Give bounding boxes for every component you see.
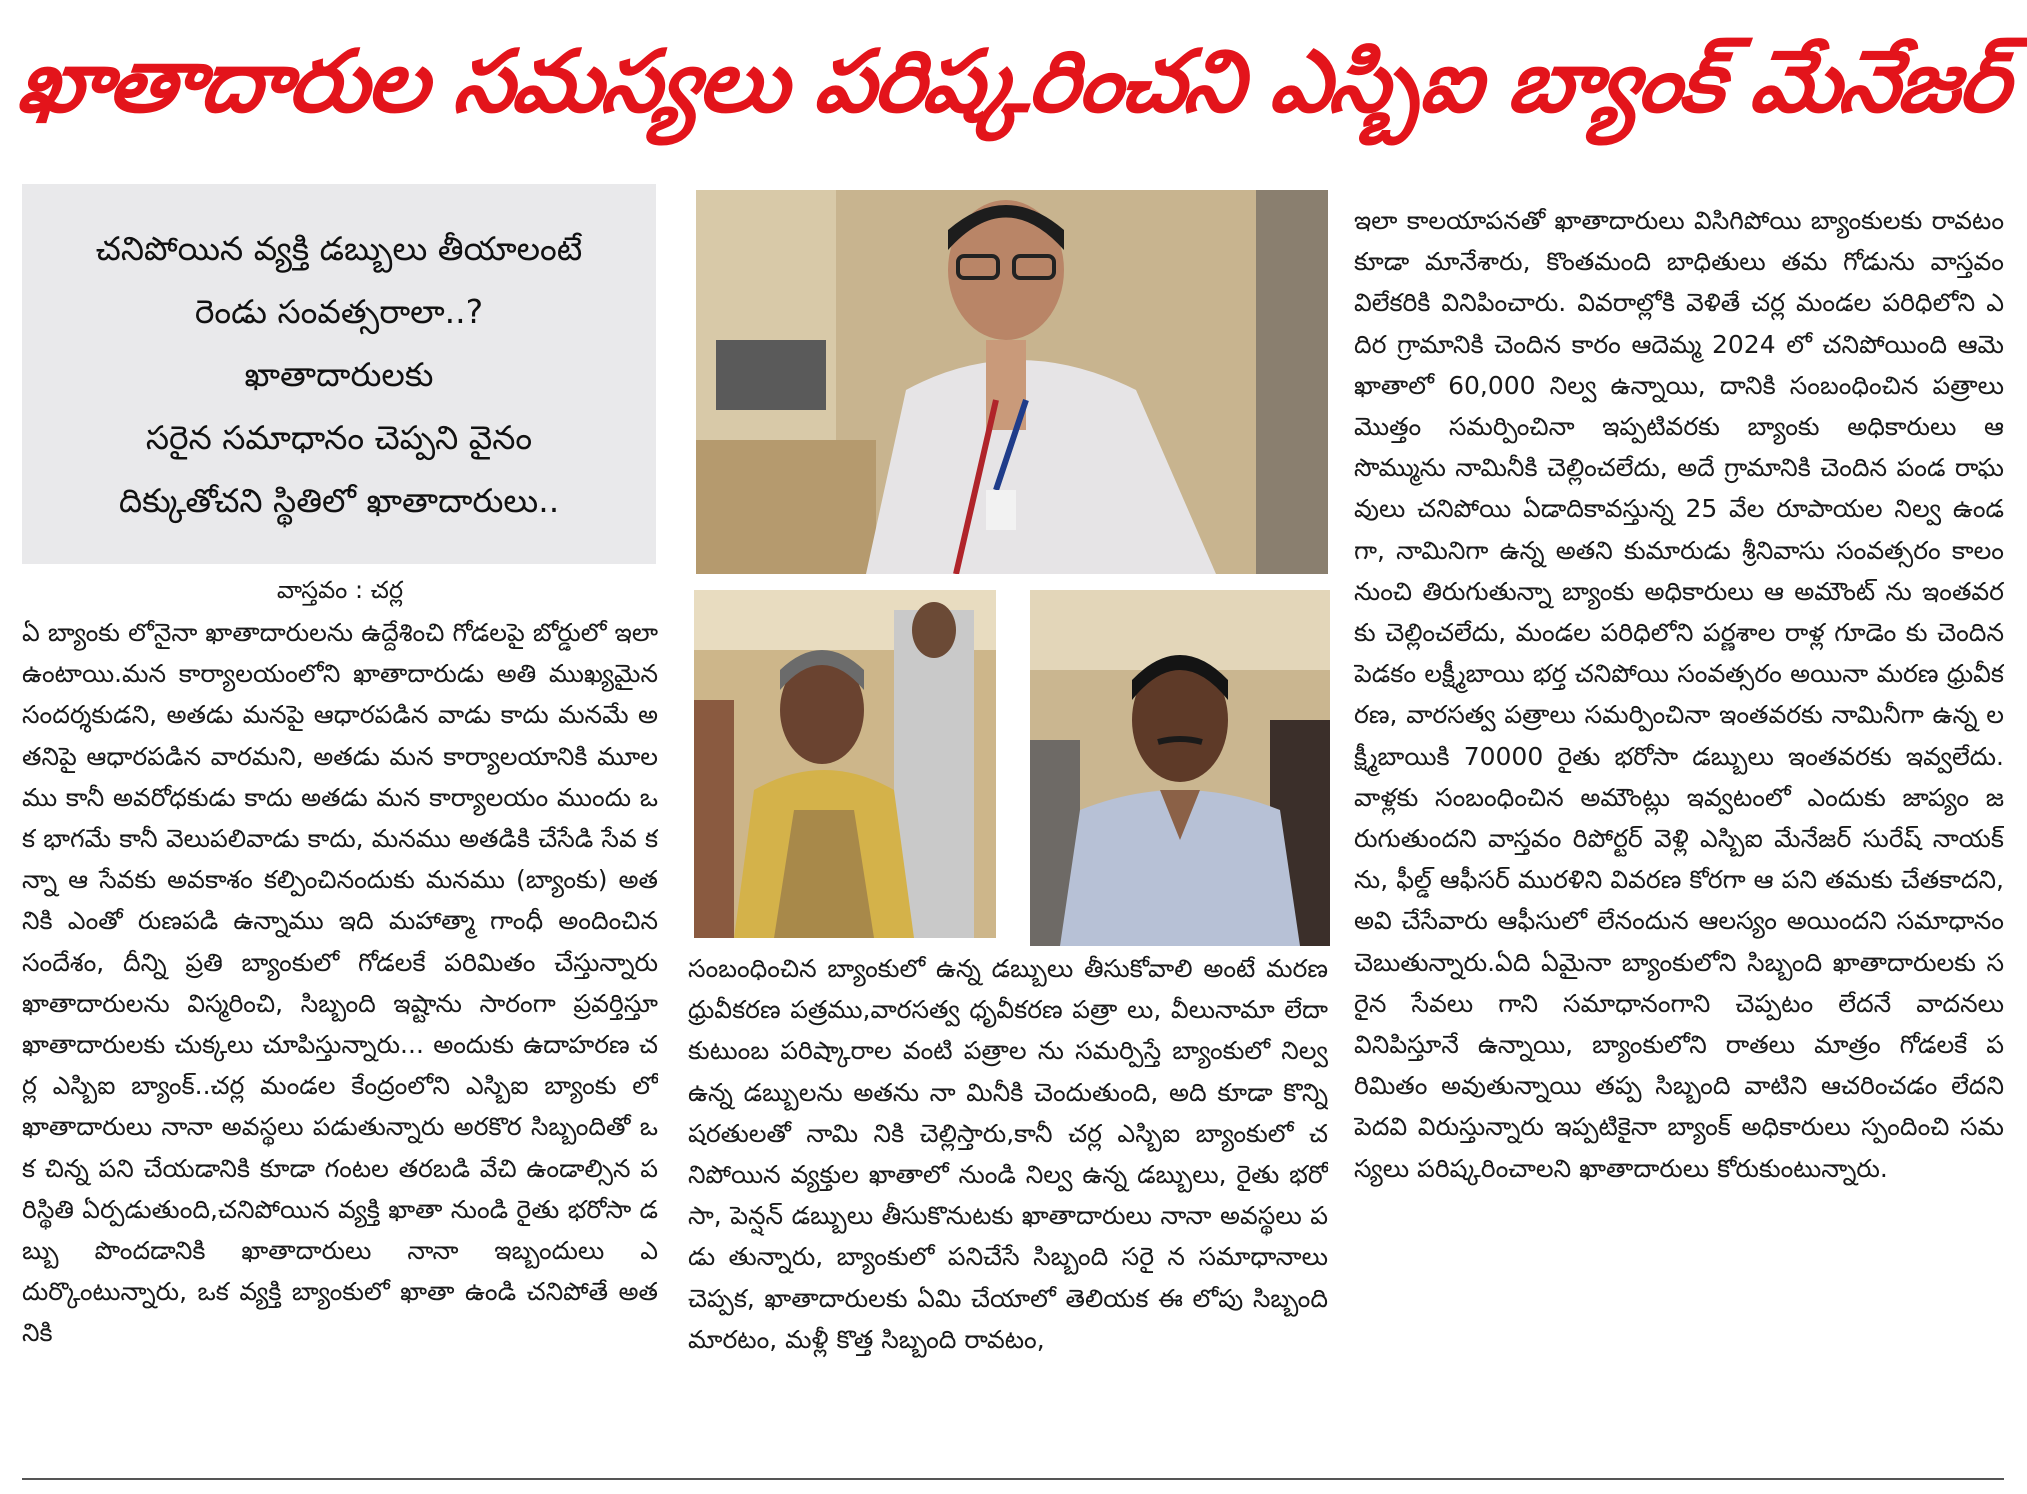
highlight-line: ఖాతాదారులకు xyxy=(244,354,434,394)
highlight-line: దిక్కుతోచని స్థితిలో ఖాతాదారులు.. xyxy=(118,480,560,520)
photo-bank-manager xyxy=(696,190,1328,574)
headline: ఖాతాదారుల సమస్యలు పరిష్కరించని ఎస్బిఐ బ్యాంక్ మేనేజర్ xyxy=(13,32,2014,132)
byline: వాస్తవం : చర్ల xyxy=(276,576,404,604)
article-column-middle xyxy=(688,948,1328,1472)
highlight-line: చనిపోయిన వ్యక్తి డబ్బులు తీయాలంటే xyxy=(95,228,583,268)
bottom-divider xyxy=(22,1478,2004,1480)
article-text: ఇలా కాలయాపనతో ఖాతాదారులు విసిగిపోయి బ్యాంకులకు రావటం కూడా మానేశారు, కొంతమంది బాధితులు తమ గోడును వాస్తవం విలేకరికి వినిపించారు. వివరాల్లోకి వెళితే చర్ల మండల పరిధిలోని ఎదిర గ్రామానికి చెందిన కారం ఆదెమ్మ 2024 లో చనిపోయింది ఆమె ఖాతాలో 60,000 నిల్వ ఉన్నాయి, దానికి సంబంధించిన పత్రాలు మొత్తం సమర్పించినా ఇప్పటివరకు బ్యాంకు అధికారులు ఆ సొమ్మును నామినీకి చెల్లించలేదు, అదే గ్రామానికి చెందిన పండ రాఘవులు చనిపోయి ఏడాదికావస్తున్న 25 వేల రూపాయల నిల్వ ఉండగా, నామినిగా ఉన్న అతని కుమారుడు శ్రీనివాసు సంవత్సరం కాలం నుంచి తిరుగుతున్నా బ్యాంకు అధికారులు ఆ అమౌంట్ ను ఇంతవరకు చెల్లించలేదు, మండల పరిధిలోని పర్ణశాల రాళ్ల గూడెం కు చెందిన పెడకం లక్ష్మీబాయి భర్త చనిపోయి సంవత్సరం అయినా మరణ ధ్రువీకరణ, వారసత్వ పత్రాలు సమర్పించినా ఇంతవరకు నామినీగా ఉన్న లక్ష్మీబాయికి 70000 రైతు భరోసా డబ్బులు ఇంతవరకు ఇవ్వలేదు. వాళ్లకు సంబంధించిన అమౌంట్లు ఇవ్వటంలో ఎందుకు జాప్యం జరుగుతుందని వాస్తవం రిపోర్టర్ వెళ్లి ఎస్బిఐ మేనేజర్ సురేష్ నాయక్ ను, ఫీల్డ్ ఆఫీసర్ మురళిని వివరణ కోరగా ఆ పని తమకు చేతకాదని, అవి చేసేవారు ఆఫీసులో లేనందున ఆలస్యం అయిందని సమాధానం చెబుతున్నారు.ఏది ఏమైనా బ్యాంకులోని సిబ్బంది ఖాతాదారులకు సరైన సేవలు గాని సమాధానంగాని చెప్పటం లేదనే వాదనలు వినిపిస్తూనే ఉన్నాయి, బ్యాంకులోని రాతలు మాత్రం గోడలకే పరిమితం అవుతున్నాయి తప్ప సిబ్బంది వాటిని ఆచరించడం లేదని పెదవి విరుస్తున్నారు ఇప్పటికైనా బ్యాంక్ అధికారులు స్పందించి సమస్యలు పరిష్కరించాలని ఖాతాదారులు కోరుకుంటున్నారు. xyxy=(1354,206,2004,1183)
highlight-box xyxy=(22,184,656,564)
article-column-right xyxy=(1354,200,2004,1430)
photo-account-holder-man xyxy=(1030,590,1330,946)
photo-account-holder-woman xyxy=(694,590,996,938)
highlight-line: రెండు సంవత్సరాలా..? xyxy=(194,291,484,331)
highlight-line: సరైన సమాధానం చెప్పని వైనం xyxy=(145,417,533,457)
article-text: ఏ బ్యాంకు లోనైనా ఖాతాదారులను ఉద్దేశించి గోడలపై బోర్డులో ఇలా ఉంటాయి.మన కార్యాలయంలోని ఖాతాదారుడు అతి ముఖ్యమైన సందర్శకుడని, అతడు మనపై ఆధారపడిన వాడు కాదు మనమే అతనిపై ఆధారపడిన వారమని, అతడు మన కార్యాలయానికి మూలము కానీ అవరోధకుడు కాదు అతడు మన కార్యాలయం ముందు ఒక భాగమే కానీ వెలుపలివాడు కాదు, మనము అతడికి చేసేడి సేవ కన్నా ఆ సేవకు అవకాశం కల్పించినందుకు మనము (బ్యాంకు) అతనికి ఎంతో రుణపడి ఉన్నాము ఇది మహాత్మా గాంధీ అందించిన సందేశం, దీన్ని ప్రతి బ్యాంకులో గోడలకే పరిమితం చేస్తున్నారు ఖాతాదారులను విస్మరించి, సిబ్బంది ఇష్టాను సారంగా ప్రవర్తిస్తూ ఖాతాదారులకు చుక్కలు చూపిస్తున్నారు... అందుకు ఉదాహరణ చర్ల ఎస్బిఐ బ్యాంక్..చర్ల మండల కేంద్రంలోని ఎస్బిఐ బ్యాంకు లో ఖాతాదారులు నానా అవస్థలు పడుతున్నారు అరకొర సిబ్బందితో ఒక చిన్న పని చేయడానికి కూడా గంటల తరబడి వేచి ఉండాల్సిన పరిస్థితి ఏర్పడుతుంది,చనిపోయిన వ్యక్తి ఖాతా నుండి రైతు భరోసా డబ్బు పొందడానికి ఖాతాదారులు నానా ఇబ్బందులు ఎదుర్కొంటున్నారు, ఒక వ్యక్తి బ్యాంకులో ఖాతా ఉండి చనిపోతే అతనికి xyxy=(22,618,658,1348)
article-column-left xyxy=(22,612,658,1472)
article-text: సంబంధించిన బ్యాంకులో ఉన్న డబ్బులు తీసుకోవాలి అంటే మరణ ధ్రువీకరణ పత్రము,వారసత్వ ధృవీకరణ పత్రా లు, వీలునామా లేదా కుటుంబ పరిష్కారాల వంటి పత్రాల ను సమర్పిస్తే బ్యాంకులో నిల్వ ఉన్న డబ్బులను అతను నా మినీకి చెందుతుంది, అది కూడా కొన్ని షరతులతో నామి నికి చెల్లిస్తారు,కానీ చర్ల ఎస్బిఐ బ్యాంకులో చనిపోయిన వ్యక్తుల ఖాతాలో నుండి నిల్వ ఉన్న డబ్బులు, రైతు భరో సా, పెన్షన్ డబ్బులు తీసుకొనుటకు ఖాతాదారులు నానా అవస్థలు పడు తున్నారు, బ్యాంకులో పనిచేసే సిబ్బంది సరై న సమాధానాలు చెప్పక, ఖాతాదారులకు ఏమి చేయాలో తెలియక ఈ లోపు సిబ్బంది మారటం, మళ్లీ కొత్త సిబ్బంది రావటం, xyxy=(688,954,1328,1354)
